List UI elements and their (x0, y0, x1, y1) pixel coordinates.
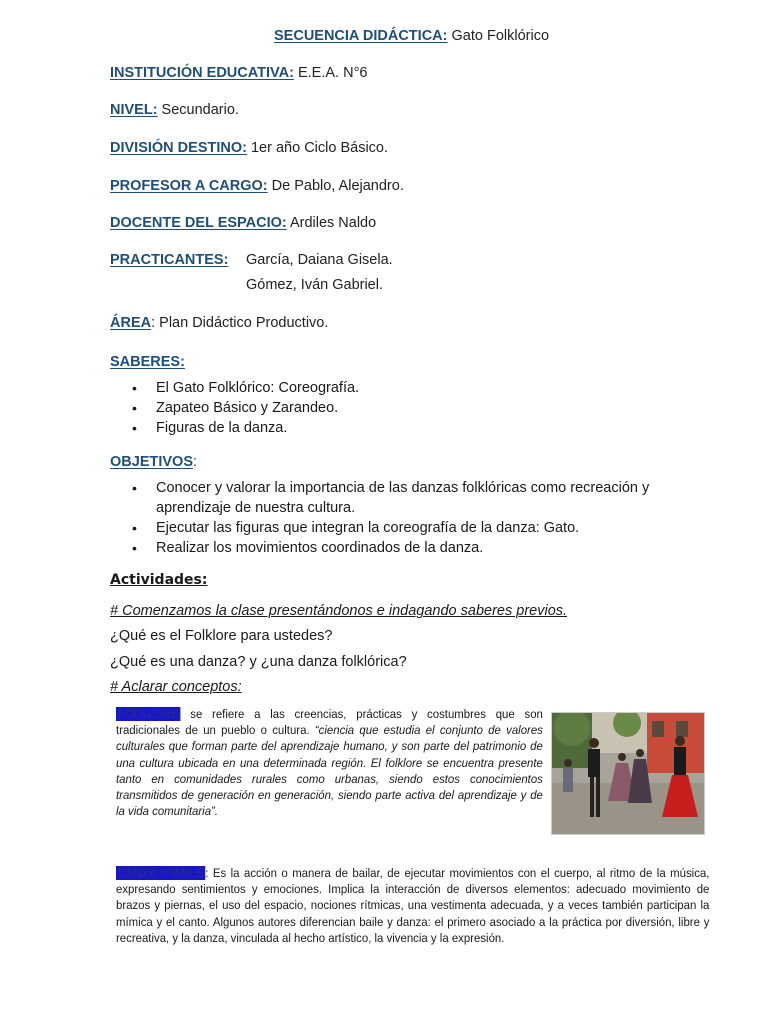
field-value: : Plan Didáctico Productivo. (151, 315, 329, 331)
dancers-photo (551, 712, 705, 835)
field-practicantes (110, 252, 228, 268)
saberes-list (110, 378, 359, 438)
field-value: Ardiles Naldo (286, 215, 377, 231)
objetivos-label: OBJETIVOS (110, 454, 193, 470)
field-value: 1er año Ciclo Básico. (246, 140, 389, 156)
field-label: DOCENTE DEL ESPACIO: (110, 215, 287, 231)
field-profesor (110, 178, 404, 194)
field-label: PROFESOR A CARGO: (110, 178, 268, 194)
field-label: PRACTICANTES: (110, 252, 229, 268)
saberes-heading (110, 354, 185, 370)
danza-text: : Es la acción o manera de bailar, de ejecutar movimientos con el cuerpo, al ritmo de la música, expresando sentimientos y emociones. Implica la interacción de diversos elementos: adecuado movimiento de brazos y piernas, el uso del espacio, nociones rítmicas, una vestimenta adecuada, y a veces también participan la mímica y el canto. Algunos autores diferencian baile y danza: el primero asociado a la práctica por diversión, libre y recreativa, y la danza, vinculada al hecho artístico, la vivencia y la expresión. (116, 866, 710, 945)
folklore-text: se refiere a las creencias, prácticas y costumbres que son tradicionales de un pueblo o cultura. (116, 707, 543, 738)
field-institucion (110, 65, 367, 81)
practicante-1: García, Daiana Gisela. (246, 252, 393, 268)
danza-term: DANZA o BAILE (117, 866, 204, 880)
actividades-intro: # Comenzamos la clase presentándonos e indagando saberes previos. (110, 603, 568, 619)
folklore-paragraph (116, 706, 543, 819)
field-label: DIVISIÓN DESTINO: (110, 140, 247, 156)
danza-paragraph (116, 865, 709, 946)
field-division (110, 140, 388, 156)
objetivos-list (110, 478, 716, 558)
list-item: • Ejecutar las figuras que integran la coreografía de la danza: Gato. (110, 518, 716, 538)
field-area (110, 315, 328, 331)
saberes-label: SABERES: (110, 354, 185, 370)
actividades-title: Actividades: (110, 572, 208, 588)
list-item: • Zapateo Básico y Zarandeo. (110, 398, 359, 418)
practicante-2: Gómez, Iván Gabriel. (246, 277, 383, 293)
objetivos-heading (110, 454, 197, 470)
folklore-quote: “ciencia que estudia el conjunto de valores culturales que forman parte del aprendizaje humano, y son parte del patrimonio de una cultura ubicada en una determinada región. El folklore se encuentra presente tanto en comunidades rurales como urbanas, siendo estos conocimientos transmitidos de generación en generación, siendo parte activa del aprendizaje y de la vida comunitaria”. (116, 723, 543, 819)
field-label: INSTITUCIÓN EDUCATIVA: (110, 65, 294, 81)
question-1: ¿Qué es el Folklore para ustedes? (110, 628, 333, 644)
list-item: • Figuras de la danza. (110, 418, 359, 438)
dancers-illustration (552, 713, 704, 834)
question-2: ¿Qué es una danza? y ¿una danza folklórica? (110, 654, 407, 670)
field-value: E.E.A. N°6 (293, 65, 368, 81)
aclarar-conceptos: # Aclarar conceptos: (110, 679, 242, 695)
field-value: De Pablo, Alejandro. (267, 178, 404, 194)
field-docente (110, 215, 376, 231)
field-value: Secundario. (157, 102, 239, 118)
folklore-term: FOLKLORE (117, 707, 179, 721)
list-item: • Conocer y valorar la importancia de las danzas folklóricas como recreación y aprendizaje de nuestra cultura. (110, 478, 716, 518)
title-value: Gato Folklórico (447, 28, 550, 44)
title-label: SECUENCIA DIDÁCTICA: (274, 28, 448, 44)
field-label: ÁREA (110, 315, 152, 331)
list-item: • El Gato Folklórico: Coreografía. (110, 378, 359, 398)
list-item: • Realizar los movimientos coordinados de la danza. (110, 538, 716, 558)
objetivos-colon: : (193, 454, 198, 470)
field-label: NIVEL: (110, 102, 158, 118)
field-nivel (110, 102, 239, 118)
document-title (274, 28, 549, 44)
